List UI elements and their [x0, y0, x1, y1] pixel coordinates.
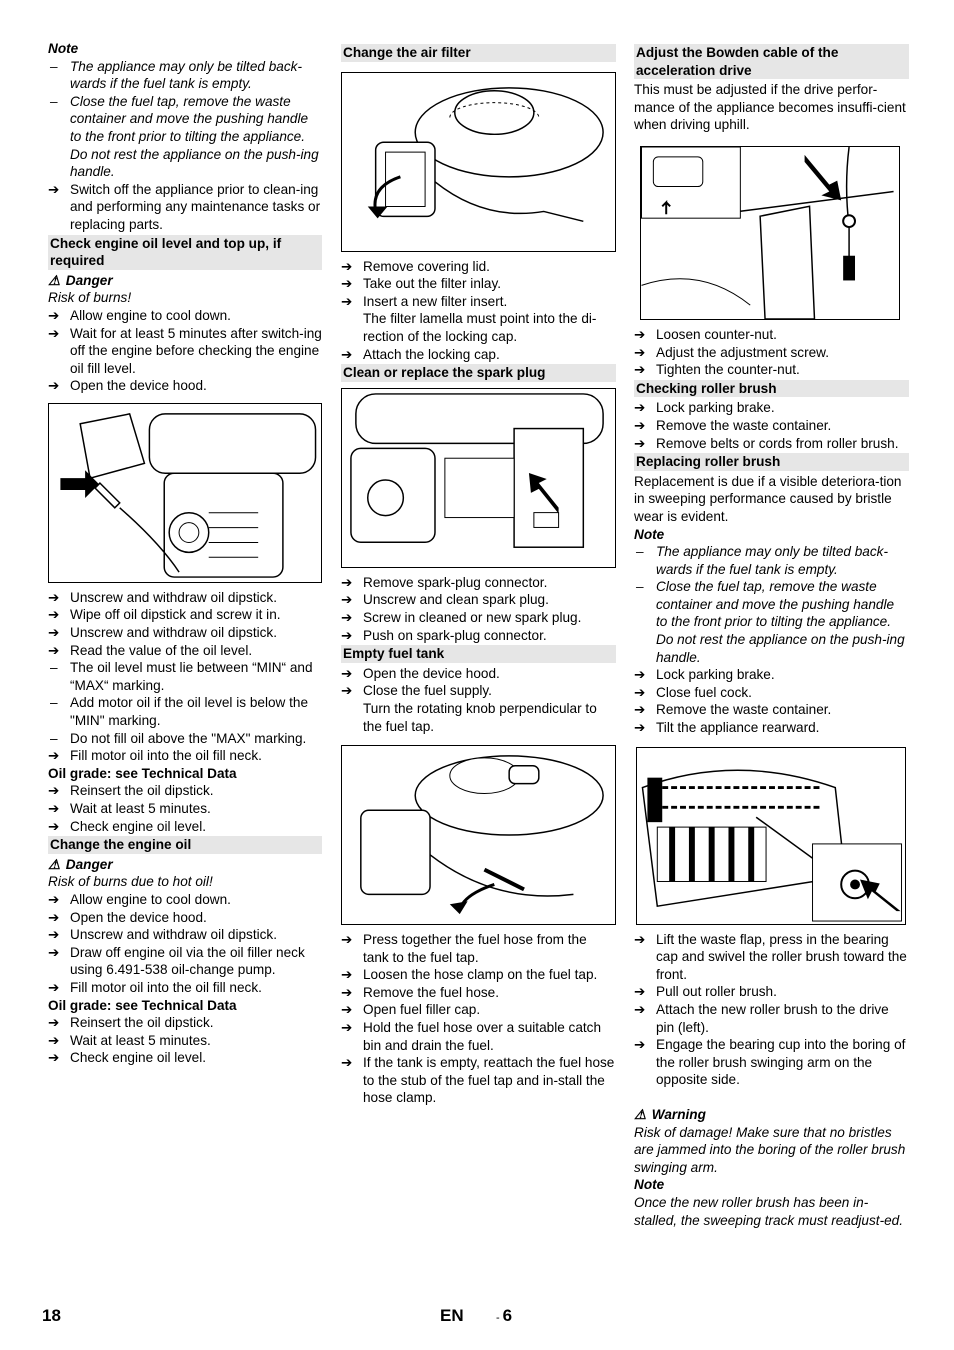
step-item: ➔ Adjust the adjustment screw.	[634, 344, 830, 360]
column-left	[48, 40, 322, 1067]
note-label: Note	[634, 526, 665, 542]
arrow-right-icon: ➔	[634, 344, 646, 360]
replace-text: Replacement is due if a visible deteriora-tion in sweeping performance caused by bristle wear is evident.	[634, 473, 902, 524]
arrow-right-icon: ➔	[634, 362, 646, 378]
arrow-right-icon: ➔	[48, 818, 60, 834]
step-item: ➔ Unscrew and withdraw oil dipstick.	[48, 625, 278, 641]
step-item: ➔ Take out the filter inlay.	[341, 276, 502, 292]
page-number: 18	[42, 1306, 61, 1325]
step-item: ➔ Wait for at least 5 minutes after switch-ing off the engine before checking the engine oil fill level.	[48, 325, 322, 376]
arrow-right-icon: ➔	[634, 984, 646, 1000]
arrow-right-icon: ➔	[48, 909, 60, 925]
arrow-right-icon: ➔	[341, 258, 353, 274]
step-item: ➔ Read the value of the oil level.	[48, 642, 253, 658]
step-item: ➔ Open the device hood.	[48, 909, 207, 925]
step-item: ➔ Remove belts or cords from roller brush.	[634, 435, 899, 451]
note-label: Note	[634, 1177, 665, 1193]
step-item: ➔ Fill motor oil into the oil fill neck.	[48, 748, 262, 764]
arrow-right-icon: ➔	[48, 625, 60, 641]
note-item: – The appliance may only be tilted back-wards if the fuel tank is empty.	[50, 58, 302, 92]
step-item: ➔ Remove the waste container.	[634, 702, 832, 718]
step-item: ➔ Fill motor oil into the oil fill neck.	[48, 979, 262, 995]
fuel-tank-illustration	[341, 745, 616, 925]
step-item: ➔ Open the device hood.	[341, 665, 500, 681]
step-item: ➔ Reinsert the oil dipstick.	[48, 783, 214, 799]
arrow-right-icon: ➔	[341, 932, 353, 948]
arrow-right-icon: ➔	[48, 783, 60, 799]
warning-label: ⚠ Warning	[634, 1106, 706, 1122]
section-heading-check-brush: Checking roller brush	[634, 380, 909, 398]
oil-grade: Oil grade: see Technical Data	[48, 765, 237, 781]
arrow-right-icon: ➔	[634, 1002, 646, 1017]
warning-triangle-icon: ⚠	[48, 272, 61, 288]
step-item: ➔ Close the fuel supply.	[341, 683, 492, 699]
bowden-cable-illustration	[640, 146, 900, 320]
arrow-right-icon: ➔	[341, 346, 353, 362]
step-continuation: The filter lamella must point into the di-rection of the locking cap.	[363, 311, 597, 344]
arrow-right-icon: ➔	[634, 720, 646, 736]
step-item: ➔ Lock parking brake.	[634, 667, 775, 683]
step-item: ➔ Draw off engine oil via the oil filler neck using 6.491-538 oil-change pump.	[48, 944, 305, 978]
step-item: ➔ Wait at least 5 minutes.	[48, 1032, 211, 1048]
danger-text: Risk of burns due to hot oil!	[48, 874, 213, 890]
air-filter-illustration	[341, 72, 616, 252]
arrow-right-icon: ➔	[48, 181, 60, 197]
section-heading-oil-change: Change the engine oil	[48, 836, 322, 854]
arrow-right-icon: ➔	[634, 684, 646, 700]
step-item: ➔ Hold the fuel hose over a suitable catch bin and drain the fuel.	[341, 1020, 602, 1053]
step-item: ➔ Lift the waste flap, press in the bearing cap and swivel the roller brush toward the front.	[634, 931, 907, 982]
step-item: ➔ Remove spark-plug connector.	[341, 574, 548, 590]
section-heading-spark-plug: Clean or replace the spark plug	[341, 364, 616, 382]
arrow-right-icon: ➔	[48, 589, 60, 605]
step-item: ➔ Switch off the appliance prior to clean-ing and performing any maintenance tasks or replacing parts.	[48, 181, 321, 232]
arrow-right-icon: ➔	[634, 1037, 646, 1053]
arrow-right-icon: ➔	[48, 1015, 60, 1031]
section-heading-bowden: Adjust the Bowden cable of the acceleration drive	[634, 44, 909, 79]
step-item: ➔ Screw in cleaned or new spark plug.	[341, 609, 582, 625]
arrow-right-icon: ➔	[341, 592, 353, 608]
step-item: ➔ Allow engine to cool down.	[48, 891, 231, 907]
arrow-right-icon: ➔	[48, 307, 60, 323]
spark-plug-illustration	[341, 388, 616, 568]
arrow-right-icon: ➔	[341, 984, 353, 1000]
dash-item: – Do not fill oil above the "MAX" marking.	[50, 730, 307, 746]
arrow-right-icon: ➔	[634, 400, 646, 416]
step-item: ➔ Pull out roller brush.	[634, 984, 777, 1000]
step-item: ➔ Close fuel cock.	[634, 684, 752, 700]
arrow-right-icon: ➔	[341, 276, 353, 292]
arrow-right-icon: ➔	[341, 1002, 353, 1018]
arrow-right-icon: ➔	[341, 967, 353, 983]
arrow-right-icon: ➔	[48, 891, 60, 907]
step-item: ➔ If the tank is empty, reattach the fuel hose to the stub of the fuel tap and in-stall the hose clamp.	[341, 1055, 615, 1106]
step-item: ➔ Remove the fuel hose.	[341, 984, 500, 1000]
arrow-right-icon: ➔	[634, 326, 646, 342]
arrow-right-icon: ➔	[48, 378, 60, 394]
step-item: ➔ Remove the waste container.	[634, 417, 832, 433]
step-item: ➔ Attach the new roller brush to the drive pin (left).	[634, 1002, 889, 1035]
note-item: – Close the fuel tap, remove the waste container and move the pushing handle to the front prior to tilting the appliance. Do not rest the appliance on the push-ing handle.	[50, 93, 319, 180]
section-heading-oil-check: Check engine oil level and top up, if required	[48, 235, 322, 270]
arrow-right-icon: ➔	[341, 665, 353, 681]
arrow-right-icon: ➔	[48, 748, 60, 764]
section-heading-air-filter: Change the air filter	[341, 44, 616, 62]
arrow-right-icon: ➔	[48, 1032, 60, 1048]
step-item: ➔ Allow engine to cool down.	[48, 307, 231, 323]
note-item: – The appliance may only be tilted back-wards if the fuel tank is empty.	[636, 544, 888, 577]
step-item: ➔ Loosen counter-nut.	[634, 326, 777, 342]
danger-label: ⚠ Danger	[48, 272, 113, 288]
roller-brush-illustration	[636, 747, 906, 925]
arrow-right-icon: ➔	[48, 1050, 60, 1066]
section-heading-fuel-tank: Empty fuel tank	[341, 645, 616, 663]
step-item: ➔ Engage the bearing cup into the boring of the roller brush swinging arm on the opposite side.	[634, 1037, 906, 1088]
column-right	[634, 40, 909, 1229]
arrow-right-icon: ➔	[634, 435, 646, 451]
section-heading-replace-brush: Replacing roller brush	[634, 453, 909, 471]
step-item: ➔ Unscrew and withdraw oil dipstick.	[48, 589, 278, 605]
bowden-text: This must be adjusted if the drive perfor-mance of the appliance becomes insuffi-cient when driving uphill.	[634, 82, 906, 133]
engine-dipstick-illustration	[48, 403, 322, 583]
arrow-right-icon: ➔	[634, 417, 646, 433]
note-item: – Close the fuel tap, remove the waste container and move the pushing handle to the front prior to tilting the appliance. Do not rest the appliance on the push-ing handle.	[636, 579, 905, 665]
step-item: ➔ Open fuel filler cap.	[341, 1002, 481, 1018]
warning-triangle-icon: ⚠	[634, 1106, 647, 1122]
step-item: ➔ Tilt the appliance rearward.	[634, 720, 820, 736]
step-item: ➔ Insert a new filter insert.	[341, 293, 508, 309]
step-item: ➔ Lock parking brake.	[634, 400, 775, 416]
step-item: ➔ Attach the locking cap.	[341, 346, 500, 362]
step-item: ➔ Open the device hood.	[48, 378, 207, 394]
danger-text: Risk of burns!	[48, 290, 132, 306]
step-item: ➔ Press together the fuel hose from the tank to the fuel tap.	[341, 932, 587, 965]
arrow-right-icon: ➔	[48, 927, 60, 943]
step-item: ➔ Tighten the counter-nut.	[634, 362, 800, 378]
step-item: ➔ Wipe off oil dipstick and screw it in.	[48, 607, 281, 623]
danger-label: ⚠ Danger	[48, 856, 113, 872]
arrow-right-icon: ➔	[48, 801, 60, 816]
arrow-right-icon: ➔	[634, 931, 646, 947]
arrow-right-icon: ➔	[48, 944, 60, 960]
arrow-right-icon: ➔	[48, 607, 60, 623]
step-continuation: Turn the rotating knob perpendicular to the fuel tap.	[363, 700, 597, 734]
arrow-right-icon: ➔	[341, 1055, 353, 1071]
arrow-right-icon: ➔	[634, 667, 646, 683]
step-item: ➔ Check engine oil level.	[48, 1050, 207, 1066]
arrow-right-icon: ➔	[341, 1020, 353, 1036]
step-item: ➔ Unscrew and withdraw oil dipstick.	[48, 927, 278, 943]
warning-text: Risk of damage! Make sure that no bristles are jammed into the boring of the roller brush swinging arm.	[634, 1124, 906, 1175]
arrow-right-icon: ➔	[48, 325, 60, 341]
arrow-right-icon: ➔	[634, 702, 646, 718]
step-item: ➔ Push on spark-plug connector.	[341, 627, 547, 643]
step-item: ➔ Reinsert the oil dipstick.	[48, 1015, 214, 1031]
warning-triangle-icon: ⚠	[48, 856, 61, 872]
step-item: ➔ Wait at least 5 minutes.	[48, 801, 211, 816]
arrow-right-icon: ➔	[341, 683, 353, 699]
arrow-right-icon: ➔	[341, 627, 353, 643]
sub-page-number: - 6	[496, 1306, 513, 1325]
step-item: ➔ Check engine oil level.	[48, 818, 207, 834]
dash-item: – The oil level must lie between “MIN“ and “MAX“ marking.	[50, 660, 313, 693]
arrow-right-icon: ➔	[341, 574, 353, 590]
step-item: ➔ Remove covering lid.	[341, 258, 490, 274]
note-text: Once the new roller brush has been in-stalled, the sweeping track must readjust-ed.	[634, 1194, 903, 1228]
step-item: ➔ Loosen the hose clamp on the fuel tap.	[341, 967, 598, 983]
arrow-right-icon: ➔	[48, 642, 60, 658]
language-code: EN	[440, 1306, 464, 1325]
dash-item: – Add motor oil if the oil level is below the "MIN" marking.	[50, 695, 309, 729]
arrow-right-icon: ➔	[341, 293, 353, 309]
arrow-right-icon: ➔	[341, 609, 353, 625]
column-middle	[341, 40, 616, 1107]
step-item: ➔ Unscrew and clean spark plug.	[341, 592, 549, 608]
note-label: Note	[48, 41, 79, 56]
oil-grade: Oil grade: see Technical Data	[48, 997, 237, 1013]
arrow-right-icon: ➔	[48, 979, 60, 995]
